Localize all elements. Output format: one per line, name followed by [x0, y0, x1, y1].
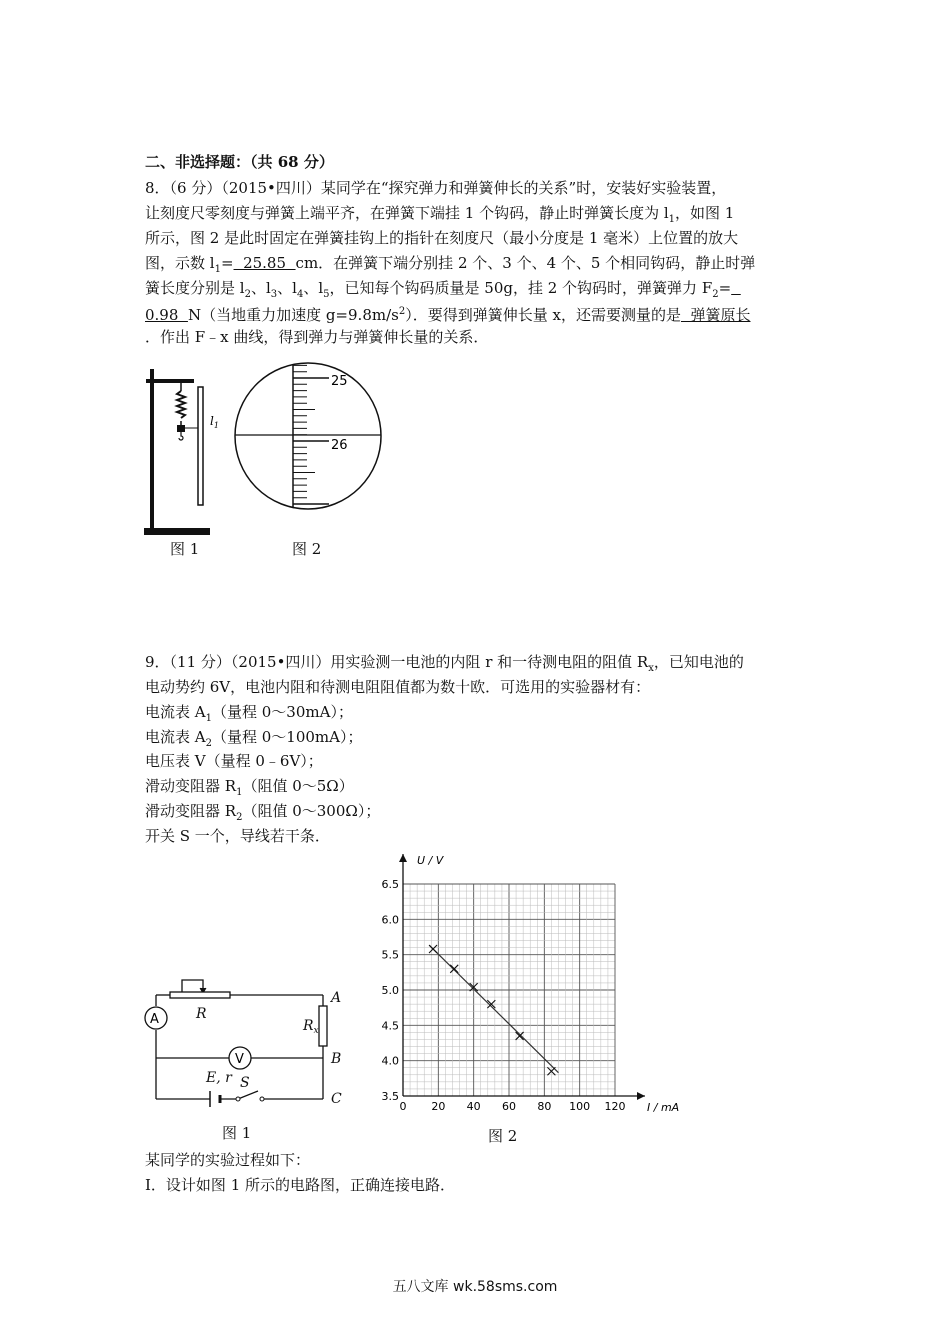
chart-tick-labels	[382, 878, 626, 1113]
answer-original-length: 弹簧原长	[680, 306, 751, 324]
x-tick-label: 40	[466, 1100, 481, 1113]
section-title: 二、非选择题：（共 68 分）	[145, 153, 334, 171]
chart-grid	[403, 884, 615, 1096]
answer-l1: 25.85	[233, 254, 296, 272]
spring	[177, 391, 185, 418]
y-tick-label: 5.5	[381, 948, 399, 962]
y-tick-label: 6.5	[381, 878, 399, 891]
stand-pole	[150, 369, 154, 529]
x-tick-label: 100	[569, 1100, 591, 1113]
x-tick-label: 80	[537, 1100, 552, 1113]
y-tick-label: 3.5	[381, 1090, 399, 1103]
stand-arm	[146, 379, 194, 383]
circuit-caption: 图 1	[222, 1124, 252, 1142]
ruler-label-25: 25	[331, 374, 348, 389]
resistor-Rx	[319, 1006, 327, 1046]
q8-line-6: 0.98 N（当地重力加速度 $g=9.8m/s^2$）．要得到弹簧伸长量 x，还需要测量的是 弹簧原长	[145, 306, 751, 324]
node-A: A	[331, 990, 342, 1006]
chart-marks	[429, 945, 558, 1075]
label-E-r: E, r	[206, 1070, 232, 1086]
fig2-caption: 图 2	[292, 540, 322, 558]
y-tick-label: 4.0	[381, 1054, 399, 1068]
y-tick-label: 5.0	[381, 984, 399, 997]
svg-text:V: V	[235, 1052, 244, 1067]
y-tick-label: 6.0	[381, 913, 399, 927]
q9-line-2: 电动势约 6V，电池内阻和待测电阻阻值都为数十欧．可选用的实验器材有：	[145, 678, 651, 696]
q8-line-2: 让刻度尺零刻度与弹簧上端平齐，在弹簧下端挂 1 个钩码，静止时弹簧长度为 $l_1$，如图 1	[145, 204, 735, 225]
ruler-label-26: 26	[331, 438, 348, 453]
node-C: C	[331, 1091, 342, 1107]
rheostat-R	[170, 992, 230, 998]
hook-weight	[177, 425, 185, 432]
y-axis-arrow	[399, 854, 407, 862]
y-axis-label: U / V	[417, 854, 444, 867]
q9-line-1: 9．（11 分）（2015•四川）用实验测一电池的内阻 r 和一待测电阻的阻值 $R_x$，已知电池的	[145, 653, 744, 674]
q9-line-8: 开关 S 一个，导线若干条．	[145, 827, 330, 845]
label-Rx: $R_x$	[303, 1018, 319, 1036]
x-tick-label: 20	[431, 1100, 446, 1113]
q8-line-4: 图，示数 $l_1= 25.85$ cm．在弹簧下端分别挂 2 个、3 个、4 个、5 个相同钩码，静止时弹	[145, 254, 756, 275]
magnifier-circle	[235, 363, 381, 509]
spring-stand-figure	[140, 365, 220, 540]
label-R: R	[196, 1006, 207, 1022]
q9-line-10: Ⅰ．设计如图 1 所示的电路图，正确连接电路．	[145, 1176, 456, 1194]
svg-text:A: A	[150, 1012, 159, 1027]
q8-line-1: 8．（6 分）（2015•四川）某同学在“探究弹力和弹簧伸长的关系”时，安装好实验装置，	[145, 179, 727, 197]
answer-f2-start	[731, 279, 741, 297]
q9-line-3: 电流表 $A_1$（量程 0～30mA）；	[145, 703, 353, 724]
q9-line-6: 滑动变阻器 $R_1$（阻值 0～5Ω）	[145, 777, 354, 798]
x-axis-arrow	[637, 1092, 645, 1100]
q8-line-3: 所示，图 2 是此时固定在弹簧挂钩上的指针在刻度尺（最小分度是 1 毫米）上位置的放大	[145, 229, 739, 247]
u-i-graph	[375, 848, 695, 1118]
x-tick-label: 120	[604, 1100, 626, 1113]
q8-line-5: 簧长度分别是 $l_2$、$l_3$、$l_4$、$l_5$，已知每个钩码质量是 50g，挂 2 个钩码时，弹簧弹力 $F_2=$	[145, 278, 741, 305]
q9-line-9: 某同学的实验过程如下：	[145, 1151, 311, 1169]
x-tick-label: 60	[502, 1100, 516, 1113]
q9-line-4: 电流表 $A_2$（量程 0～100mA）；	[145, 728, 363, 749]
x-tick-label: 0	[399, 1100, 407, 1113]
graph-caption: 图 2	[488, 1127, 518, 1145]
label-l1: $l_1$	[210, 414, 219, 430]
ruler-magnified-figure	[230, 360, 390, 520]
x-axis-label: I / mA	[647, 1101, 680, 1114]
q8-line-7: ．作出 F﹣x 曲线，得到弹力与弹簧伸长量的关系．	[145, 328, 489, 346]
fig1-caption: 图 1	[170, 540, 200, 558]
ruler-bar	[198, 387, 203, 505]
data-point	[429, 945, 437, 953]
answer-f2: 0.98	[145, 306, 188, 324]
stand-base	[144, 528, 210, 535]
footer-watermark: 五八文库 wk.58sms.com	[392, 1279, 558, 1295]
label-S: S	[240, 1075, 250, 1091]
circuit-diagram	[140, 970, 350, 1110]
q9-line-5: 电压表 V（量程 0﹣6V）；	[145, 752, 323, 770]
node-B: B	[331, 1051, 342, 1067]
data-point	[516, 1032, 524, 1040]
q9-line-7: 滑动变阻器 $R_2$（阻值 0～300Ω）；	[145, 802, 381, 823]
y-tick-label: 4.5	[381, 1019, 399, 1033]
